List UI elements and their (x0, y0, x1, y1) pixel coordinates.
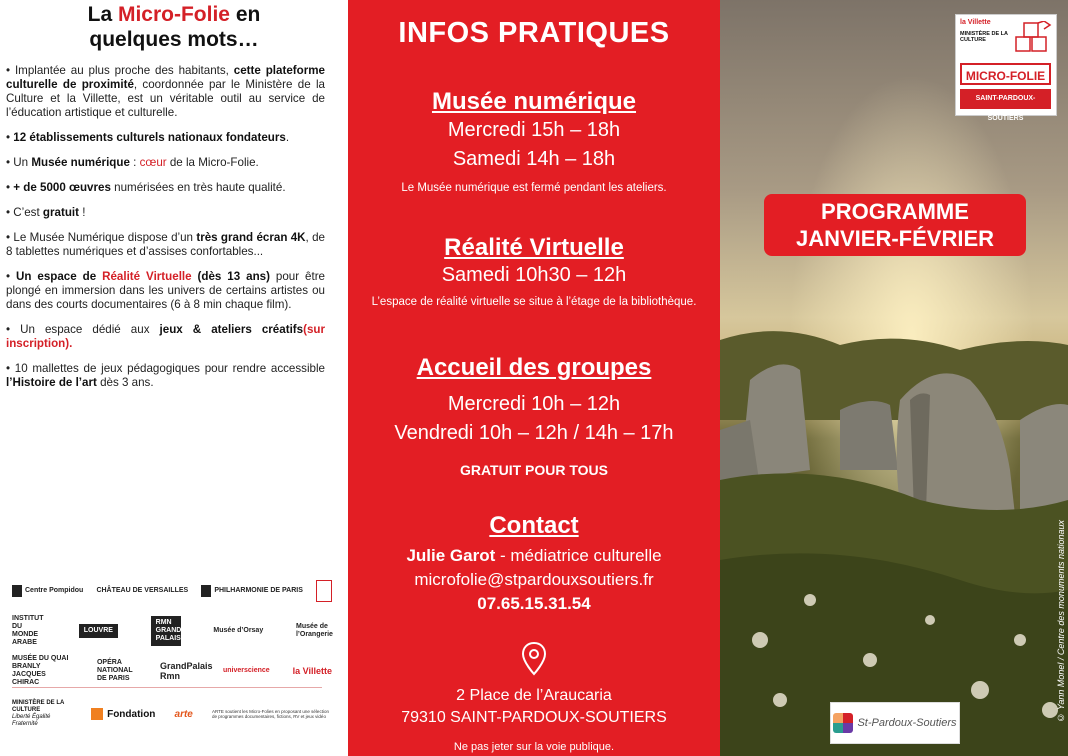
bullet-item: • Un Musée numérique : cœur de la Micro-Folie. (6, 156, 259, 169)
musee-line1: Mercredi 15h – 18h (447, 119, 621, 141)
title-line2: quelques mots… (89, 28, 259, 51)
bullet-item: • Un espace dédié aux jeux & ateliers créatifs(sur inscription). (6, 323, 326, 350)
title-pre: La (87, 3, 118, 26)
logo-lavillette-label: la Villette (960, 19, 991, 26)
section-contact (348, 512, 720, 616)
middle-panel (348, 0, 720, 756)
section-groupes (348, 354, 720, 478)
gratuit-note: GRATUIT POUR TOUS (459, 462, 609, 478)
logo-ministere: MINISTÈRE DE LA CULTURE Liberté Égalité Fraternité (12, 700, 65, 727)
left-panel (0, 0, 348, 756)
cubes-icon (1014, 21, 1052, 55)
bullet-item: • Un espace de Réalité Virtuelle (dès 13 ans) pour être plongé en immersion dans les univers de certains artistes ou dans des courts documentaires (6 à 8 min chaque film). (6, 270, 326, 311)
arte-text: ARTE soutient les Micro-Folies en proposant une sélection de programmes documentaires, fictions, RV et jeux vidéo (211, 708, 329, 719)
photo-credit: © Yann Monel / Centre des monuments nationaux (1056, 520, 1066, 723)
logo-ministere-label: MINISTÈRE DE LA CULTURE (960, 31, 1008, 43)
logo-arte: arte (174, 708, 193, 720)
programme-badge (764, 194, 1026, 256)
contact-phone[interactable]: 07.65.15.31.54 (477, 594, 591, 613)
address-line2: 79310 SAINT-PARDOUX-SOUTIERS (401, 709, 667, 726)
logo-grandpalais: GrandPalais Rmn (159, 661, 213, 681)
contact-person: Julie Garot - médiatrice culturelle (406, 546, 662, 565)
bottom-logos (12, 700, 332, 728)
logo-opera: OPÉRA NATIONAL DE PARIS (96, 659, 133, 682)
musee-note: Le Musée numérique est fermé pendant les ateliers. (401, 182, 667, 194)
footer-note: Ne pas jeter sur la voie publique. (453, 741, 615, 753)
partner-logos (12, 574, 332, 694)
section-address (348, 642, 720, 729)
logo-micro-folie-name: MICRO-FOLIE (960, 63, 1051, 85)
programme-line1: PROGRAMME (821, 199, 969, 224)
st-pardoux-icon (833, 713, 853, 733)
infos-title: INFOS PRATIQUES (398, 17, 670, 49)
bullet-item: • + de 5000 œuvres numérisées en très haute qualité. (6, 181, 286, 194)
logo-ima: INSTITUT DU MONDE ARABE (12, 615, 44, 646)
contact-title: Contact (489, 512, 579, 539)
logos-separator (12, 687, 322, 688)
contact-email[interactable]: microfolie@stpardouxsoutiers.fr (414, 570, 654, 589)
logo-quai-branly: MUSÉE DU QUAI BRANLY JACQUES CHIRAC (12, 655, 69, 686)
title-micro-folie: Micro-Folie (117, 3, 230, 26)
groupes-line2: Vendredi 10h – 12h / 14h – 17h (394, 422, 674, 444)
logo-lavillette: la Villette (292, 666, 332, 676)
logo-row-2 (12, 614, 332, 648)
logo-row-1 (12, 574, 332, 608)
musee-title: Musée numérique (431, 88, 637, 115)
address-line1: 2 Place de l’Araucaria (456, 687, 612, 704)
rv-note: L’espace de réalité virtuelle se situe à l’étage de la bibliothèque. (371, 296, 697, 308)
bullet-item: • Le Musée Numérique dispose d’un très grand écran 4K, de 8 tablettes numériques et d’assises confortables... (6, 231, 325, 258)
right-panel (720, 0, 1068, 756)
groupes-title: Accueil des groupes (416, 354, 652, 381)
rv-line1: Samedi 10h30 – 12h (441, 264, 627, 286)
logo-universcience: universcience (222, 667, 270, 674)
st-pardoux-label: St-Pardoux-Soutiers (857, 717, 957, 729)
bullet-item: • Implantée au plus proche des habitants, cette plateforme culturelle de proximité, coordonnée par le Ministère de la Culture et la Villette, est un véritable outil au service de l’éducation artistique et culturelle. (6, 64, 325, 119)
left-title (0, 2, 348, 52)
rv-title: Réalité Virtuelle (444, 234, 624, 261)
logo-red-box (316, 580, 332, 602)
logo-fondation: Fondation (91, 708, 155, 720)
location-pin-icon (521, 642, 547, 676)
programme-line2: JANVIER-FÉVRIER (795, 226, 995, 251)
section-musee (348, 88, 720, 196)
logo-orsay: Musée d’Orsay (213, 627, 264, 634)
st-pardoux-logo (830, 702, 960, 744)
logo-row-3 (12, 654, 332, 688)
logo-rmn: RMN GRAND PALAIS (151, 616, 181, 646)
bullet-item: • C’est gratuit ! (6, 206, 86, 219)
title-post: en (230, 3, 261, 26)
bullet-item: • 12 établissements culturels nationaux fondateurs. (6, 131, 290, 144)
left-bullets (6, 64, 325, 401)
logo-pompidou: Centre Pompidou (12, 585, 83, 597)
groupes-line1: Mercredi 10h – 12h (447, 393, 621, 415)
logo-louvre: LOUVRE (79, 624, 118, 638)
logo-place: SAINT-PARDOUX-SOUTIERS (960, 89, 1051, 109)
logo-versailles: CHÂTEAU DE VERSAILLES (96, 587, 189, 594)
logo-orangerie: Musée de l’Orangerie (295, 623, 333, 638)
section-rv (348, 234, 720, 310)
musee-line2: Samedi 14h – 18h (452, 148, 616, 170)
micro-folie-logo (955, 14, 1057, 122)
logo-philharmonie: PHILHARMONIE DE PARIS (201, 585, 303, 597)
bullet-item: • 10 mallettes de jeux pédagogiques pour rendre accessible l’Histoire de l’art dès 3 ans. (6, 362, 325, 389)
